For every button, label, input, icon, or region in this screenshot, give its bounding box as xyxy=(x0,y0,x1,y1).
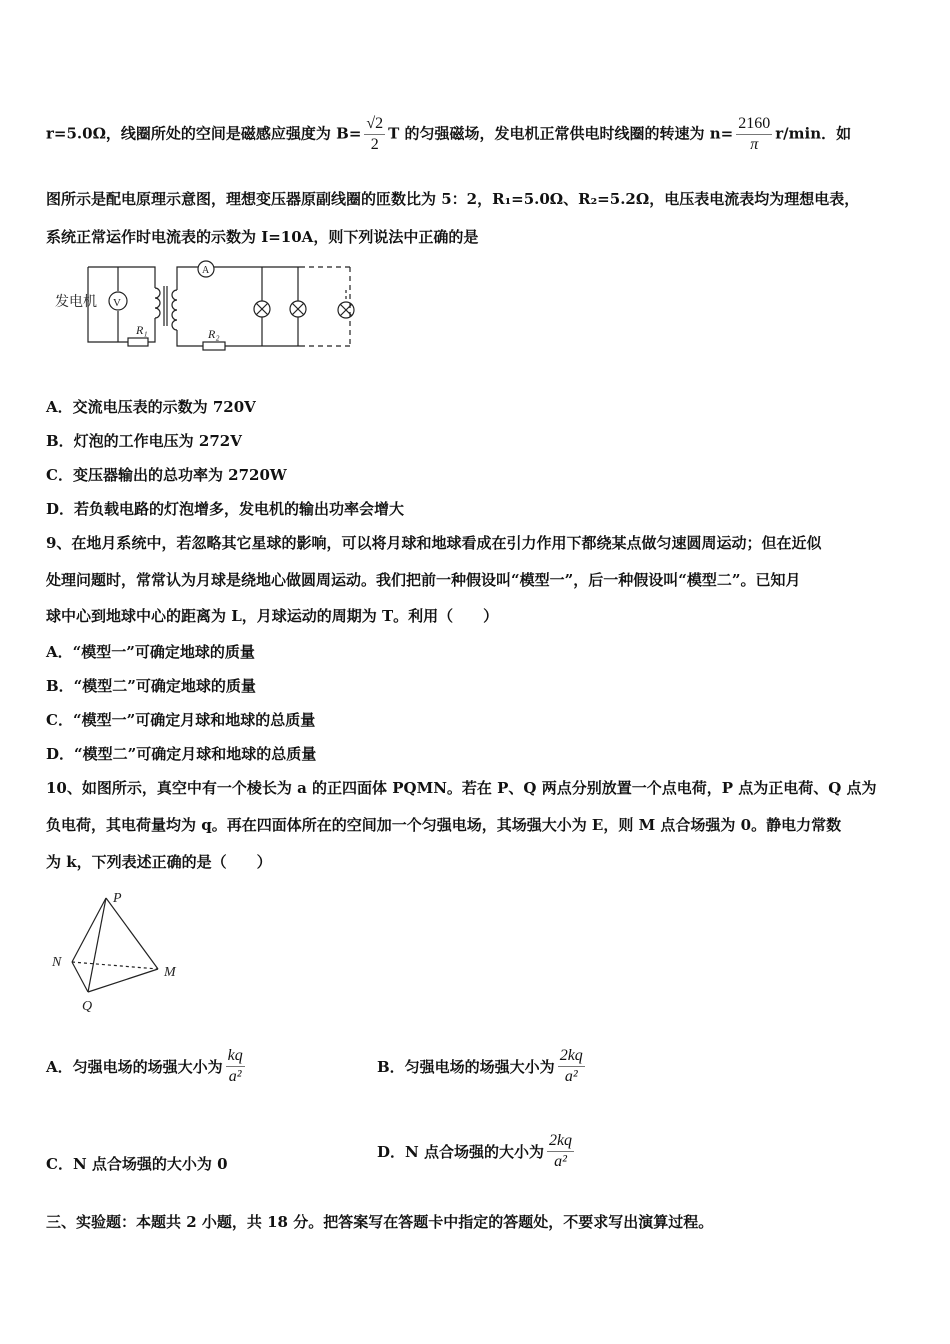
q8-line2: 图所示是配电原理示意图，理想变压器原副线圈的匝数比为 5：2，R₁=5.0Ω、R₂=5.2Ω，电压表电流表均为理想电表， xyxy=(46,190,860,208)
vertex-n-label: N xyxy=(52,955,62,970)
b-fraction: $\frac{√2}{2}$ xyxy=(366,115,384,153)
edge-nm-hidden xyxy=(72,962,158,969)
resistor-r2 xyxy=(203,342,225,350)
q9-option-b[interactable]: B．“模型二”可确定地球的质量 xyxy=(46,677,256,695)
edge-pm xyxy=(106,898,158,969)
q10-option-c[interactable]: C．N 点合场强的大小为 0 xyxy=(46,1155,228,1173)
generator-label: 发电机 xyxy=(55,294,97,310)
q8-line1-b: T 的匀强磁场，发电机正常供电时线圈的转速为 n= xyxy=(388,124,734,143)
q9-line1: 9、在地月系统中，若忽略其它星球的影响，可以将月球和地球看成在引力作用下都绕某点做匀速圆周运动；但在近似 xyxy=(46,534,822,552)
q9-line2: 处理问题时，常常认为月球是绕地心做圆周运动。我们把前一种假设叫“模型一”，后一种假设叫“模型二”。已知月 xyxy=(46,571,801,589)
q9-option-a[interactable]: A．“模型一”可确定地球的质量 xyxy=(46,643,255,661)
q10-line3: 为 k，下列表述正确的是（ ） xyxy=(46,853,272,871)
edge-nq xyxy=(72,962,88,992)
option-a-fraction: $\frac{kq}{\text{a²}}$ xyxy=(227,1047,243,1085)
r2-label: R₂ xyxy=(208,327,220,341)
r1-label: R₁ xyxy=(136,323,148,337)
q8-line1-c: r/min．如 xyxy=(775,124,852,143)
q9-option-d[interactable]: D．“模型二”可确定月球和地球的总质量 xyxy=(46,745,317,763)
q8-line1-a: r=5.0Ω，线圈所处的空间是磁感应强度为 B= xyxy=(46,124,362,143)
vertex-p-label: P xyxy=(113,891,122,906)
q10-line1: 10、如图所示，真空中有一个棱长为 a 的正四面体 PQMN。若在 P、Q 两点分别放置一个点电荷，P 点为正电荷、Q 点为 xyxy=(46,779,877,797)
q8-line3: 系统正常运作时电流表的示数为 I=10A，则下列说法中正确的是 xyxy=(46,228,479,246)
circuit-diagram xyxy=(50,258,360,358)
q10-option-a[interactable]: A．匀强电场的场强大小为 $\frac{kq}{\text{a²}}$ xyxy=(46,1047,243,1085)
q8-option-a[interactable]: A．交流电压表的示数为 720V xyxy=(46,398,256,416)
q8-line1 xyxy=(46,114,851,155)
q8-option-d[interactable]: D．若负载电路的灯泡增多，发电机的输出功率会增大 xyxy=(46,500,405,518)
n-fraction: $\frac{2160}{\pi}$ xyxy=(738,115,771,153)
vertex-q-label: Q xyxy=(82,999,93,1014)
q10-option-d[interactable]: D．N 点合场强的大小为 $\frac{2kq}{\text{a²}}$ xyxy=(377,1132,573,1170)
option-d-fraction: $\frac{2kq}{\text{a²}}$ xyxy=(548,1132,573,1170)
q8-option-b[interactable]: B．灯泡的工作电压为 272V xyxy=(46,432,242,450)
q10-line2: 负电荷，其电荷量均为 q。再在四面体所在的空间加一个匀强电场，其场强大小为 E，则 M 点合场强为 0。静电力常数 xyxy=(46,816,842,834)
q9-line3: 球中心到地球中心的距离为 L，月球运动的周期为 T。利用（ ） xyxy=(46,607,499,625)
vertex-m-label: M xyxy=(164,965,176,980)
edge-pn xyxy=(72,898,106,962)
edge-pq xyxy=(88,898,106,992)
edge-qm xyxy=(88,969,158,992)
section-3-heading: 三、实验题：本题共 2 小题，共 18 分。把答案写在答题卡中指定的答题处，不要求写出演算过程。 xyxy=(46,1213,714,1231)
q10-option-b[interactable]: B．匀强电场的场强大小为 $\frac{2kq}{\text{a²}}$ xyxy=(377,1047,583,1085)
voltmeter-label: V xyxy=(113,297,121,309)
q9-option-c[interactable]: C．“模型一”可确定月球和地球的总质量 xyxy=(46,711,316,729)
ammeter-label: A xyxy=(202,265,210,276)
q8-option-c[interactable]: C．变压器输出的总功率为 2720W xyxy=(46,466,287,484)
option-b-fraction: $\frac{2kq}{\text{a²}}$ xyxy=(559,1047,583,1085)
tetrahedron-diagram xyxy=(48,884,198,1016)
resistor-r1 xyxy=(128,338,148,346)
